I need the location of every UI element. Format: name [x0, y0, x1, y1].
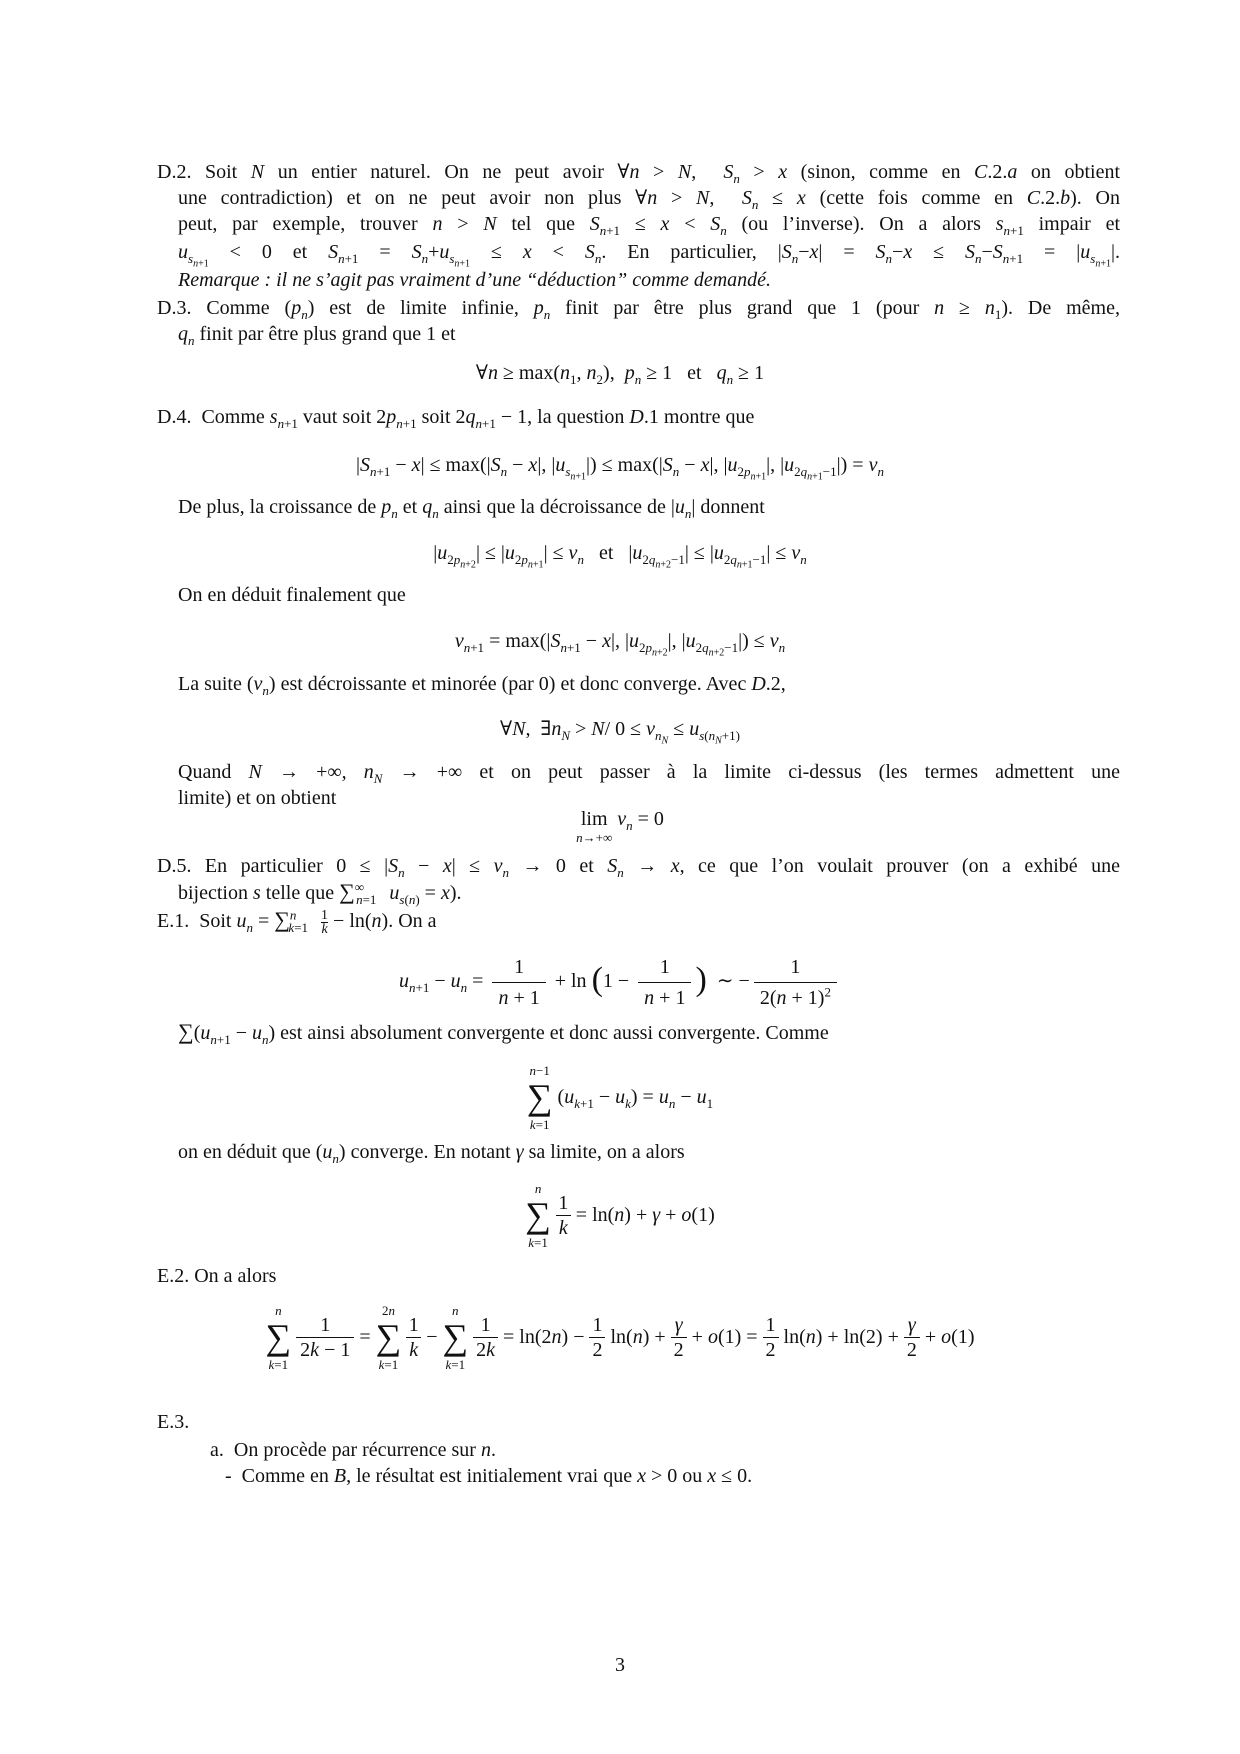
- d2-remark: Remarque : il ne s’agit pas vraiment d’une “déduction” comme demandé.: [178, 269, 772, 291]
- d4-equation-2: $|u_{2p_{n+2}}| \le |u_{2p_{n+1}}| \le v_n$ et $|u_{2q_{n+2}-1}| \le |u_{2q_{n+1}-1}| \le v_n$: [433, 542, 807, 571]
- e3-item-a: a. On procède par récurrence sur n.: [210, 1439, 496, 1461]
- e2-line-1: E.2. On a alors: [157, 1265, 277, 1287]
- d5-line-2: bijection s telle que $\sum^\infty_{n=1}$ $u_{s(n)} = x$).: [178, 879, 462, 907]
- d2-line-1: D.2. Soit N un entier naturel. On ne peut avoir ∀n > N, $S_n > x$ (sinon, comme en C.2.a on obtient: [157, 161, 1120, 186]
- d2-line-2: une contradiction) et on ne peut avoir non plus ∀n > N, $S_n \le x$ (cette fois comme en C.2.b). On: [178, 187, 1120, 212]
- e2-equation: n ∑ k=1 1 2k − 1 = 2n ∑ k=1 1 k − n ∑ k=1 1 2k = ln(2n) − 1 2 $\ln(n) + \frac{\gamma}{2}$ + o(1) = 1 2 $\ln(n) + \ln(2) + \frac{\gamma}{2}$ + o(1): [265, 1303, 975, 1372]
- e3-line-1: E.3.: [157, 1411, 190, 1433]
- e1-line-2: $\sum(u_{n+1} - u_n)$ est ainsi absolument convergente et donc aussi convergente. Comme: [178, 1019, 829, 1047]
- page-number: 3: [615, 1654, 625, 1676]
- d2-line-3: peut, par exemple, trouver n > N tel que $S_{n+1} \le x < S_n$ (ou l’inverse). On a alors $s_{n+1}$ impair et: [178, 213, 1120, 238]
- d3-line-2: $q_n$ finit par être plus grand que 1 et: [178, 323, 456, 348]
- d4-line-5: Quand N → +∞, $n_N$ → +∞ et on peut passer à la limite ci-dessus (les termes admettent une: [178, 761, 1120, 786]
- d2-line-1-label: D.2.: [157, 161, 205, 183]
- d4-equation-3: $v_{n+1} = \max(|S_{n+1} - x|$, $|u_{2p_{n+2}}|$, $|u_{2q_{n+2}-1}|) \le v_n$: [454, 630, 786, 659]
- d3-line-1: D.3. Comme $(p_n)$ est de limite infinie, $p_n$ finit par être plus grand que 1 (pour $n \ge n_1$). De même,: [157, 297, 1120, 322]
- d4-line-4: La suite $(v_n)$ est décroissante et minorée (par 0) et donc converge. Avec D.2,: [178, 673, 786, 698]
- e3-item-b: - Comme en B, le résultat est initialement vrai que x > 0 ou x ≤ 0.: [225, 1465, 753, 1487]
- d2-line-4: $u_{s_{n+1}} < 0$ et $S_{n+1} = S_n+u_{s_{n+1}} \le x < S_n$. En particulier, $|S_n-x| = S_n-x \le S_n-S_{n+1} = |u_{s_{n+1}}|$.: [178, 241, 1120, 270]
- e1-line-3: on en déduit que $(u_n)$ converge. En notant γ sa limite, on a alors: [178, 1141, 685, 1166]
- e1-equation-2: n−1 ∑ k=1 $(u_{k+1} - u_k) = u_n - u_1$: [526, 1063, 714, 1132]
- e1-equation-3: n ∑ k=1 1 k = ln(n) + γ + o(1): [525, 1181, 715, 1250]
- d4-line-3: On en déduit finalement que: [178, 584, 406, 606]
- e1-equation-1: $u_{n+1} - u_n = 1$ n + 1 + ln (1 − 1 n + 1 ) ∼ −1 $2(n + 1)^2$: [0, 952, 1240, 1013]
- d4-line-6: limite) et on obtient: [178, 787, 337, 809]
- e1-line-1: E.1. Soit $u_n = \sum^n_{k=1}$ 1 k − ln(n). On a: [157, 907, 437, 937]
- d4-line-1: D.4. Comme $s_{n+1}$ vaut soit $2p_{n+1}$ soit $2q_{n+1} - 1$, la question D.1 montre que: [157, 406, 755, 431]
- d3-equation: ∀n ≥ $\max(n_1$, $n_2$), $p_n \ge 1$ et $q_n \ge 1$: [475, 362, 765, 387]
- d5-line-1: D.5. En particulier $0 \le |S_n - x| \le v_n \to 0$ et $S_n \to x$, ce que l’on voulait prouver (on a exhibé une: [157, 855, 1121, 880]
- d4-equation-5: lim n→+∞ $v_n = 0$: [576, 808, 664, 845]
- d4-equation-4: ∀N, $\exists n_N > N/$ $0 \le v_{n_N} \le u_{s(n_N+1)}$: [500, 718, 740, 747]
- d4-line-2: De plus, la croissance de $p_n$ et $q_n$ ainsi que la décroissance de $|u_n|$ donnent: [178, 496, 765, 521]
- d4-equation-1: $|S_{n+1} - x| \le \max(|S_n - x|$, $|u_{s_{n+1}}|) \le \max(|S_n - x|$, $|u_{2p_{n+1}}|$, $|u_{2q_{n+1}-1}|) = v_n$: [356, 454, 884, 483]
